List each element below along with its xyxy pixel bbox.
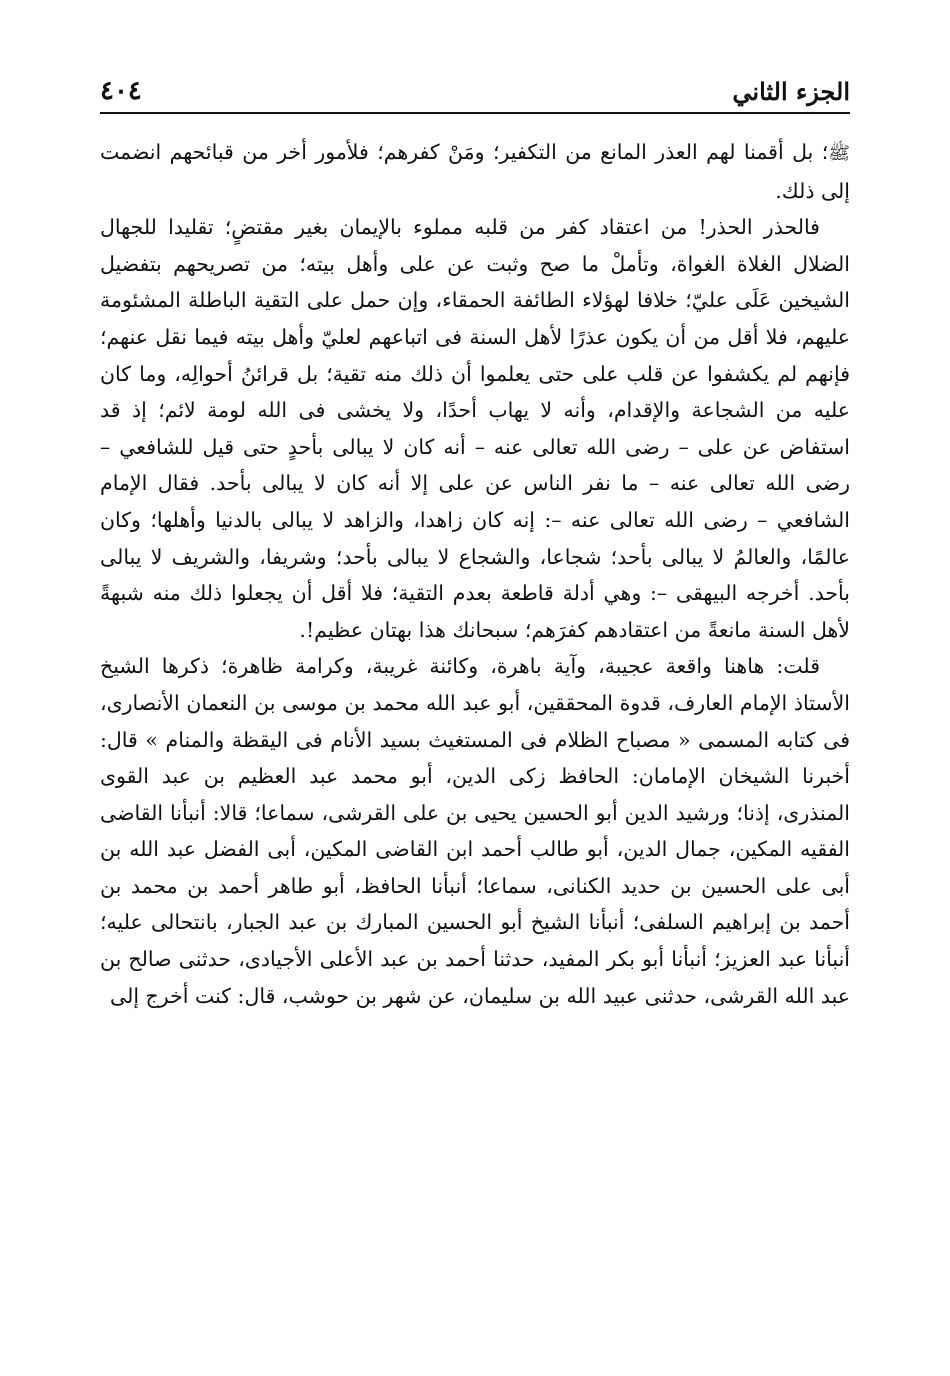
header-divider (100, 112, 850, 114)
paragraph-2: فالحذر الحذر! من اعتقاد كفر من قلبه مملوء بالإيمان بغير مقتضٍ؛ تقليدا للجهال الضلال الغلاة الغواة، وتأملْ ما صح وثبت عن على وأهل بيته؛ من تصريحهم بتفضيل الشيخين عَلَى عليّ؛ خلافا لهؤلاء الطائفة الحمقاء، وإن حمل على التقية الباطلة المشئومة عليهم، فلا أقل من أن يكون عذرًا لأهل السنة فى اتباعهم لعليّ وأهل بيته فيما نقل عنهم؛ فإنهم لم يكشفوا عن قلب على حتى يعلموا أن ذلك منه تقية؛ بل قرائنُ أحوالِه، وما كان عليه من الشجاعة والإقدام، وأنه لا يهاب أحدًا، ولا يخشى فى الله لومة لائم؛ إذ قد استفاض عن على – رضى الله تعالى عنه – أنه كان لا يبالى بأحدٍ حتى قيل للشافعي – رضى الله تعالى عنه – ما نفر الناس عن على إلا أنه كان لا يبالى بأحد. فقال الإمام الشافعي – رضى الله تعالى عنه –: إنه كان زاهدا، والزاهد لا يبالى بالدنيا وأهلها؛ وكان عالمًا، والعالمُ لا يبالى بأحد؛ شجاعا، والشجاع لا يبالى بأحد؛ وشريفا، والشريف لا يبالى بأحد. أخرجه البيهقى –: وهي أدلة قاطعة بعدم التقية؛ فلا أقل أن يجعلوا ذلك منه شبهةً لأهل السنة مانعةً من اعتقادهم كفرَهم؛ سبحانك هذا بهتان عظيم!. (100, 215, 850, 642)
paragraph-text: ؛ بل أقمنا لهم العذر المانع من التكفير؛ ومَنْ كفرهم؛ فلأمور أخر من قبائحهم انضمت إلى ذلك. (100, 140, 850, 203)
paragraph-3: قلت: هاهنا واقعة عجيبة، وآية باهرة، وكائنة غريبة، وكرامة ظاهرة؛ ذكرها الشيخ الأستاذ الإمام العارف، قدوة المحققين، أبو عبد الله محمد بن موسى بن النعمان الأنصارى، فى كتابه المسمى « مصباح الظلام فى المستغيث بسيد الأنام فى اليقظة والمنام » قال: أخبرنا الشيخان الإمامان: الحافظ زكى الدين، أبو محمد عبد العظيم بن عبد القوى المنذرى، إذنا؛ ورشيد الدين أبو الحسين يحيى بن على القرشى، سماعا؛ قالا: أنبأنا القاضى الفقيه المكين، جمال الدين، أبو طالب أحمد ابن القاضى المكين، أبى الفضل عبد الله بن أبى على الحسين بن حديد الكنانى، سماعا؛ أنبأنا الحافظ، أبو طاهر أحمد بن محمد بن أحمد بن إبراهيم السلفى؛ أنبأنا الشيخ أبو الحسين المبارك بن عبد الجبار، بانتحالى عليه؛ أنبأنا عبد العزيز؛ أنبأنا أبو بكر المفيد، حدثنا أحمد بن عبد الأعلى الأجيادى، حدثنى صالح بن عبد الله القرشى، حدثنى عبيد الله بن سليمان، عن شهر بن حوشب، قال: كنت أخرج إلى (100, 654, 850, 1008)
salawat-honorific: ﷺ (828, 143, 850, 164)
page-header (100, 64, 850, 104)
paragraph-1 (100, 134, 850, 209)
page-number: ٤٠٤ (100, 76, 142, 106)
part-title: الجزء الثاني (732, 77, 850, 106)
body-text (100, 134, 850, 1014)
